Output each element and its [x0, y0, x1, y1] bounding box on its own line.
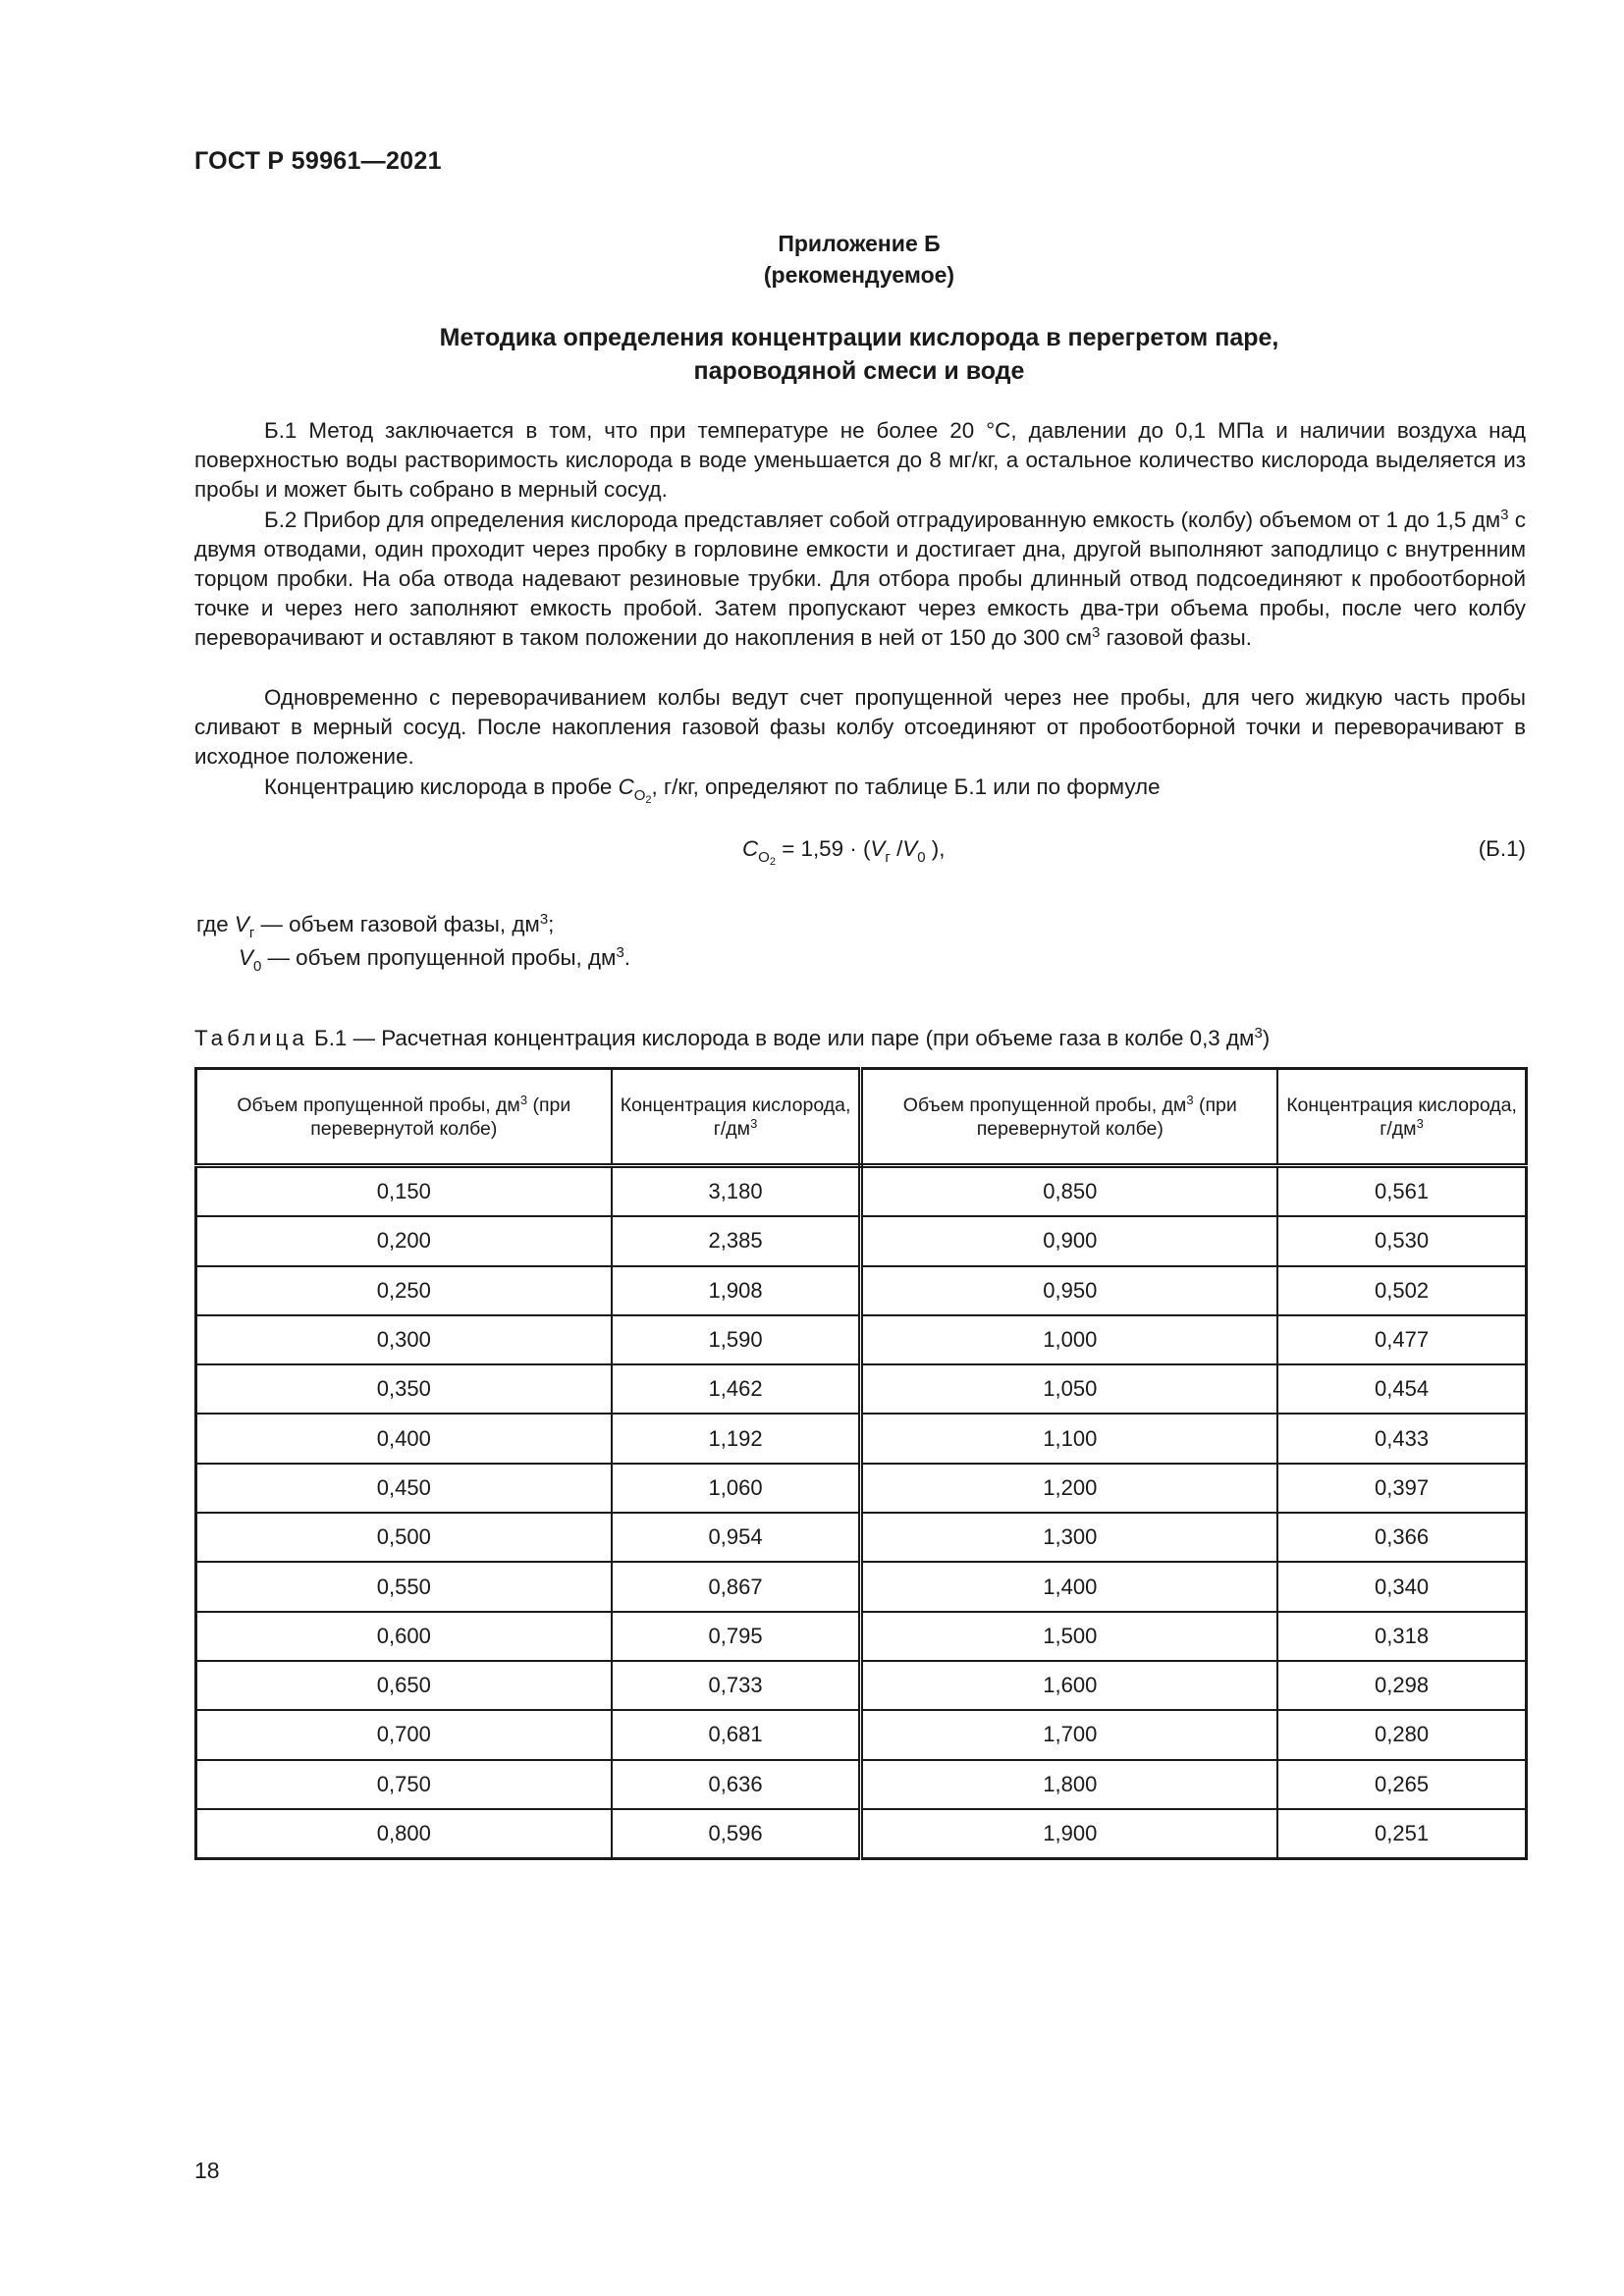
- cell-volume: 0,650: [196, 1661, 612, 1710]
- cell-concentration: 0,366: [1277, 1513, 1526, 1562]
- table-row: [196, 1216, 1527, 1265]
- table-row: [196, 1464, 1527, 1513]
- cell-concentration: 0,280: [1277, 1710, 1526, 1759]
- cell-concentration: 0,867: [612, 1562, 861, 1611]
- cell-concentration: 0,477: [1277, 1315, 1526, 1364]
- cell-volume: 0,900: [861, 1216, 1277, 1265]
- cell-concentration: 1,192: [612, 1414, 861, 1463]
- cell-concentration: 2,385: [612, 1216, 861, 1265]
- section-title-line-2: пароводяной смеси и воде: [693, 357, 1025, 385]
- cell-volume: 1,900: [861, 1809, 1277, 1859]
- table-row: [196, 1612, 1527, 1661]
- column-header-volume: Объем пропущенной пробы, $дм^3$ (при перевернутой колбе): [196, 1069, 612, 1166]
- cell-concentration: 1,462: [612, 1364, 861, 1414]
- cell-concentration: 3,180: [612, 1166, 861, 1217]
- cell-concentration: 0,298: [1277, 1661, 1526, 1710]
- cell-volume: 0,150: [196, 1166, 612, 1217]
- cell-volume: 0,400: [196, 1414, 612, 1463]
- formula-number: (Б.1): [1478, 836, 1526, 861]
- formula-b1: $C_{O_2} = 1,59 \cdot (V_г$ $/V_0$ ),: [742, 836, 946, 868]
- cell-concentration: 1,590: [612, 1315, 861, 1364]
- paragraph-b1: Б.1 Метод заключается в том, что при температуре не более 20 °С, давлении до 0,1 МПа и наличии воздуха над поверхностью воды растворимость кислорода в воде уменьшается до 8 мг/кг, а остальное количество кислорода выделяется из пробы и может быть собрано в мерный сосуд.: [194, 418, 1526, 502]
- cell-concentration: 1,060: [612, 1464, 861, 1513]
- page-number: 18: [194, 2158, 220, 2183]
- cell-volume: 0,350: [196, 1364, 612, 1414]
- cell-volume: 1,500: [861, 1612, 1277, 1661]
- table-row: [196, 1266, 1527, 1315]
- cell-volume: 1,300: [861, 1513, 1277, 1562]
- cell-volume: 0,500: [196, 1513, 612, 1562]
- column-header-concentration: Концентрация кислорода, $г/дм^3$: [1277, 1069, 1526, 1166]
- cell-concentration: 0,596: [612, 1809, 861, 1859]
- paragraph-procedure: Одновременно с переворачиванием колбы ведут счет пропущенной через нее пробы, для чего жидкую часть пробы сливают в мерный сосуд. После накопления газовой фазы колбу отсоединяют от пробоотборной точки и переворачивают в исходное положение.: [194, 685, 1526, 769]
- cell-volume: 1,100: [861, 1414, 1277, 1463]
- cell-volume: 1,600: [861, 1661, 1277, 1710]
- cell-volume: 0,200: [196, 1216, 612, 1265]
- table-row: [196, 1562, 1527, 1611]
- paragraph-concentration: Концентрацию кислорода в пробе $C_{O_2}$, г/кг, определяют по таблице Б.1 или по формуле: [264, 774, 1161, 806]
- cell-concentration: 0,318: [1277, 1612, 1526, 1661]
- cell-concentration: 0,530: [1277, 1216, 1526, 1265]
- appendix-label: Приложение Б: [778, 231, 941, 256]
- cell-volume: 0,850: [861, 1166, 1277, 1217]
- cell-concentration: 0,397: [1277, 1464, 1526, 1513]
- table-caption: Таблица Б.1 — Расчетная концентрация кислорода в воде или паре (при объеме газа в колбе 0,3 $дм^3$): [194, 1025, 1271, 1050]
- cell-concentration: 0,795: [612, 1612, 861, 1661]
- table-header-row: [196, 1069, 1527, 1166]
- table-row: [196, 1315, 1527, 1364]
- cell-volume: 0,450: [196, 1464, 612, 1513]
- cell-concentration: 0,340: [1277, 1562, 1526, 1611]
- table-row: [196, 1661, 1527, 1710]
- cell-volume: 1,700: [861, 1710, 1277, 1759]
- cell-volume: 0,750: [196, 1760, 612, 1809]
- cell-concentration: 0,681: [612, 1710, 861, 1759]
- cell-volume: 1,400: [861, 1562, 1277, 1611]
- table-row: [196, 1809, 1527, 1859]
- cell-concentration: 0,561: [1277, 1166, 1526, 1217]
- cell-concentration: 0,433: [1277, 1414, 1526, 1463]
- appendix-status: (рекомендуемое): [763, 262, 955, 288]
- legend-sample-volume: $V_0$ — объем пропущенной пробы, $дм^3$.: [239, 944, 631, 975]
- cell-concentration: 0,265: [1277, 1760, 1526, 1809]
- cell-concentration: 0,733: [612, 1661, 861, 1710]
- table-row: [196, 1166, 1527, 1217]
- cell-concentration: 0,502: [1277, 1266, 1526, 1315]
- table-row: [196, 1513, 1527, 1562]
- cell-concentration: 0,954: [612, 1513, 861, 1562]
- cell-volume: 0,300: [196, 1315, 612, 1364]
- cell-volume: 0,600: [196, 1612, 612, 1661]
- legend-gas-volume: где $V_г$ — объем газовой фазы, $дм^3$;: [196, 911, 555, 941]
- paragraph-b2: Б.2 Прибор для определения кислорода представляет собой отградуированную емкость (колбу) объемом от 1 до 1,5 $дм^3$ с двумя отводами, один проходит через пробку в горловине емкости и достигает дна, другой выполняют заподлицо с внутренним торцом пробки. На оба отвода надевают резиновые трубки. Для отбора пробы длинный отвод подсоединяют к пробоотборной точке и через него заполняют емкость пробой. Затем пропускают через емкость два-три объема пробы, после чего колбу переворачивают и оставляют в таком положении до накопления в ней от 150 до 300 $см^3$ газовой фазы.: [194, 507, 1526, 650]
- table-row: [196, 1710, 1527, 1759]
- cell-volume: 0,700: [196, 1710, 612, 1759]
- oxygen-concentration-table: [194, 1067, 1528, 1860]
- cell-concentration: 0,636: [612, 1760, 861, 1809]
- cell-volume: 1,800: [861, 1760, 1277, 1809]
- document-code: ГОСТ Р 59961—2021: [194, 147, 442, 175]
- cell-volume: 0,550: [196, 1562, 612, 1611]
- cell-concentration: 0,251: [1375, 1821, 1430, 1845]
- cell-concentration: 1,908: [612, 1266, 861, 1315]
- column-header-concentration: Концентрация кислорода, $г/дм^3$: [612, 1069, 861, 1166]
- column-header-volume: Объем пропущенной пробы, $дм^3$ (при перевернутой колбе): [861, 1069, 1277, 1166]
- section-title-line-1: Методика определения концентрации кислорода в перегретом паре,: [439, 324, 1279, 351]
- cell-volume: 0,250: [196, 1266, 612, 1315]
- cell-volume: 0,950: [861, 1266, 1277, 1315]
- table-row: [196, 1760, 1527, 1809]
- cell-concentration: 0,454: [1277, 1364, 1526, 1414]
- cell-volume: 1,200: [861, 1464, 1277, 1513]
- cell-volume: 1,050: [861, 1364, 1277, 1414]
- table-row: [196, 1414, 1527, 1463]
- table-row: [196, 1364, 1527, 1414]
- cell-volume: 1,000: [861, 1315, 1277, 1364]
- cell-volume: 0,800: [196, 1809, 612, 1859]
